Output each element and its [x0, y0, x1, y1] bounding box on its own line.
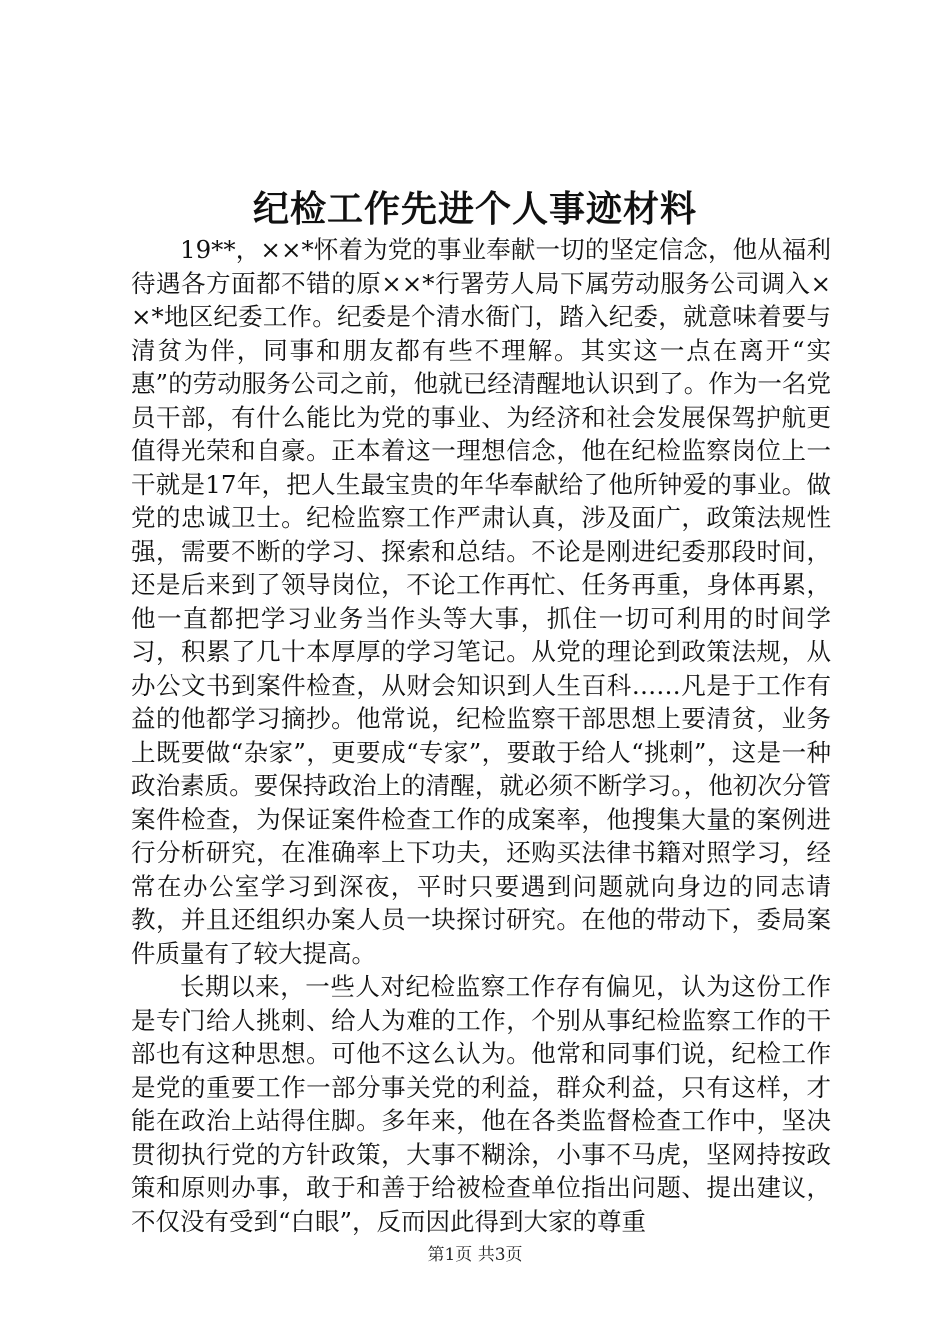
page-number: 第1页 共3页 [427, 1245, 523, 1265]
document-body [131, 233, 831, 1238]
body-paragraph: 长期以来，一些人对纪检监察工作存有偏见，认为这份工作是专门给人挑刺、给人为难的工作，个别从事纪检监察工作的干部也有这种思想。可他不这么认为。他常和同事们说，纪检工作是党的重要工作一部分事关党的利益，群众利益，只有这样，才能在政治上站得住脚。多年来，他在各类监督检查工作中，坚决贯彻执行党的方针政策，大事不糊涂，小事不马虎，坚网持按政策和原则办事，敢于和善于给被检查单位指出问题、提出建议，不仅没有受到“白眼”，反而因此得到大家的尊重 [131, 972, 831, 1236]
body-paragraph: 19**，××*怀着为党的事业奉献一切的坚定信念，他从福利待遇各方面都不错的原××*行署劳人局下属劳动服务公司调入××*地区纪委工作。纪委是个清水衙门，踏入纪委，就意味着要与清贫为伴，同事和朋友都有些不理解。其实这一点在离开“实惠”的劳动服务公司之前，他就已经清醒地认识到了。作为一名党员干部，有什么能比为党的事业、为经济和社会发展保驾护航更值得光荣和自豪。正本着这一理想信念，他在纪检监察岗位上一干就是17年，把人生最宝贵的年华奉献给了他所钟爱的事业。做党的忠诚卫士。纪检监察工作严肃认真，涉及面广，政策法规性强，需要不断的学习、探索和总结。不论是刚进纪委那段时间，还是后来到了领导岗位，不论工作再忙、任务再重，身体再累，他一直都把学习业务当作头等大事，抓住一切可利用的时间学习，积累了几十本厚厚的学习笔记。从党的理论到政策法规，从办公文书到案件检查，从财会知识到人生百科……凡是于工作有益的他都学习摘抄。他常说，纪检监察干部思想上要清贫，业务上既要做“杂家”，更要成“专家”，要敢于给人“挑刺”，这是一种政治素质。要保持政治上的清醒，就必须不断学习。，他初次分管案件检查，为保证案件检查工作的成案率，他搜集大量的案例进行分析研究，在准确率上下功夫，还购买法律书籍对照学习，经常在办公室学习到深夜，平时只要遇到问题就向身边的同志请教，并且还组织办案人员一块探讨研究。在他的带动下，委局案件质量有了较大提高。 [131, 235, 831, 968]
document-title: 纪检工作先进个人事迹材料 [252, 188, 697, 230]
